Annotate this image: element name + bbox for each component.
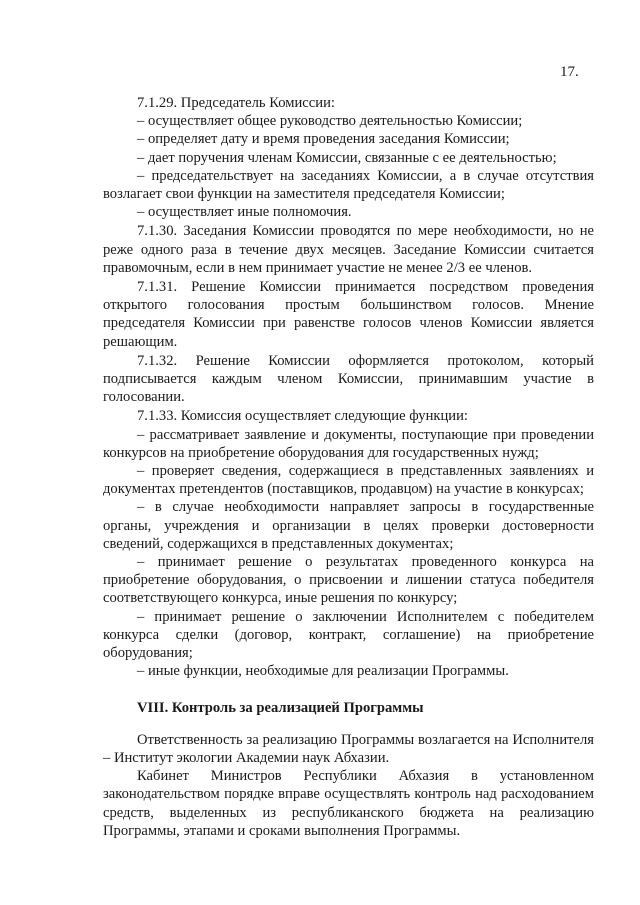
paragraph-7-1-33: 7.1.33. Комиссия осуществляет следующие функции: xyxy=(137,408,468,425)
list-item: – принимает решение о результатах проведенного конкурса на приобретение оборудования, о присвоении и лишении статуса победителя соответствующего конкурса, иные решения по конкурсу; xyxy=(103,554,594,607)
document-body xyxy=(103,94,594,840)
paragraph-7-1-29: 7.1.29. Председатель Комиссии: xyxy=(137,95,335,111)
paragraph-7-1-31: 7.1.31. Решение Комиссии принимается посредством проведения открытого голосования простым большинством голосов. Мнение председателя Комиссии при равенстве голосов членов Комиссии является решающим. xyxy=(103,279,594,350)
list-item: – дает поручения членам Комиссии, связанные с ее деятельностью; xyxy=(137,149,557,166)
paragraph: Ответственность за реализацию Программы возлагается на Исполнителя – Институт экологии Академии наук Абхазии. xyxy=(103,731,594,766)
list-item: – рассматривает заявление и документы, поступающие при проведении конкурсов на приобретение оборудования для государственных нужд; xyxy=(103,426,594,461)
paragraph: Кабинет Министров Республики Абхазия в установленном законодательством порядке вправе осуществлять контроль над расходованием средств, выделенных из республиканского бюджета на реализацию Программы, этапами и сроками выполнения Программы. xyxy=(103,768,594,839)
list-item: – председательствует на заседаниях Комиссии, а в случае отсутствия возлагает свои функции на заместителя председателя Комиссии; xyxy=(103,167,594,203)
list-item: – определяет дату и время проведения заседания Комиссии; xyxy=(137,131,510,148)
page-number: 17. xyxy=(560,64,579,80)
list-item: – осуществляет общее руководство деятельностью Комиссии; xyxy=(137,113,523,130)
list-item: – иные функции, необходимые для реализации Программы. xyxy=(137,663,509,680)
list-item: – осуществляет иные полномочия. xyxy=(137,204,352,221)
list-item: – проверяет сведения, содержащиеся в представленных заявлениях и документах претендентов (поставщиков, продавцом) на участие в конкурсах; xyxy=(103,463,594,498)
list-item: – принимает решение о заключении Исполнителем с победителем конкурса сделки (договор, контракт, соглашение) на приобретение оборудования; xyxy=(103,608,594,662)
section-heading: VIII. Контроль за реализацией Программы xyxy=(137,699,424,716)
paragraph-7-1-32: 7.1.32. Решение Комиссии оформляется протоколом, который подписывается каждым членом Комиссии, принимавшим участие в голосовании. xyxy=(103,352,594,406)
paragraph-7-1-30: 7.1.30. Заседания Комиссии проводятся по мере необходимости, но не реже одного раза в течение двух месяцев. Заседание Комиссии считается правомочным, если в нем принимает участие не менее 2/3 ее членов. xyxy=(103,223,594,276)
list-item: – в случае необходимости направляет запросы в государственные органы, учреждения и организации в целях проверки достоверности сведений, содержащихся в представленных документах; xyxy=(103,499,594,552)
